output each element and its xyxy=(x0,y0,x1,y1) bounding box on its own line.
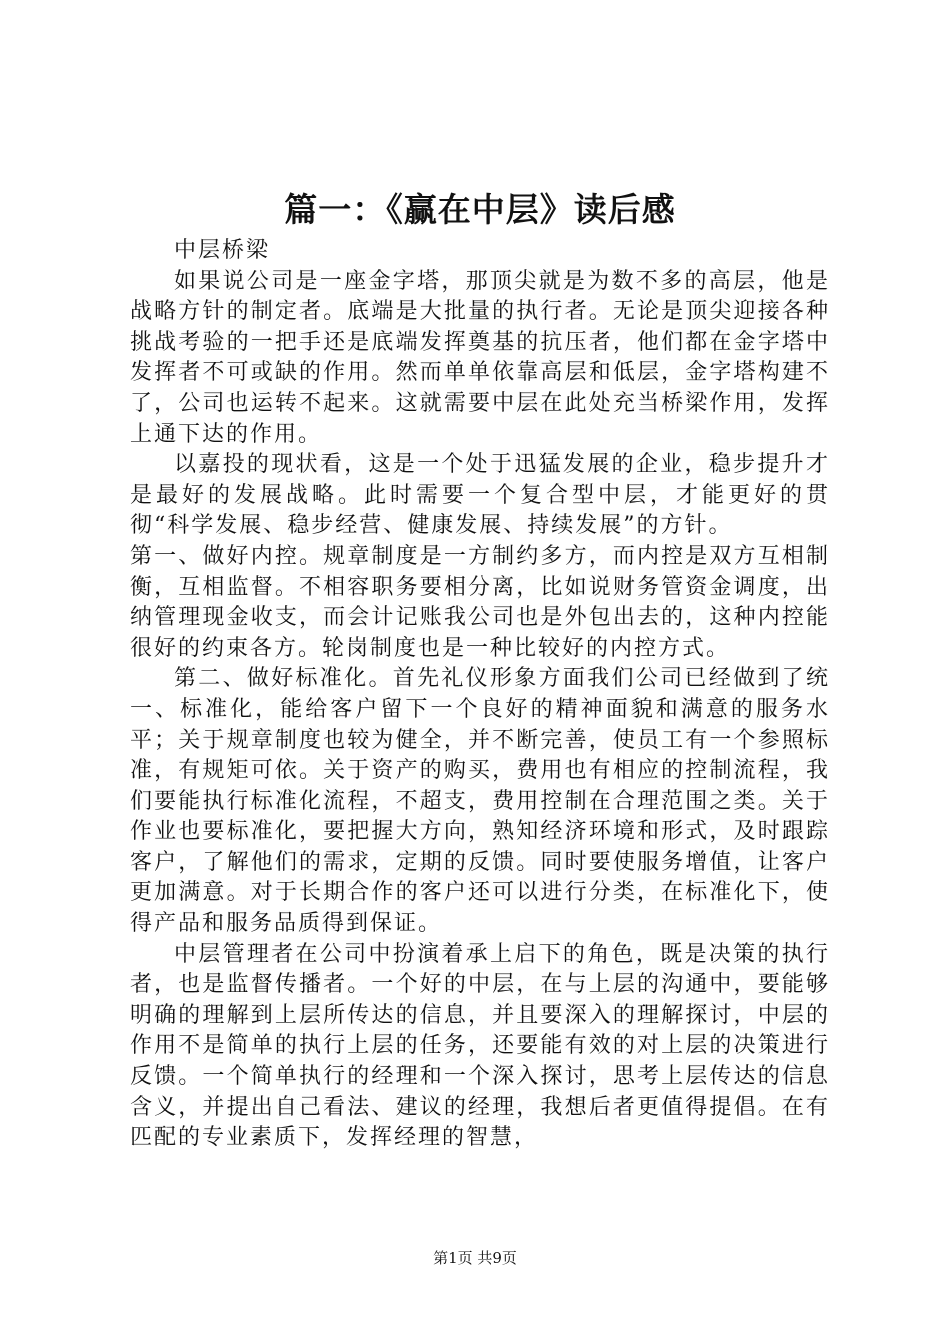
section-heading: 中层桥梁 xyxy=(174,238,271,263)
document-body xyxy=(130,236,830,1154)
paragraph: 第二、做好标准化。首先礼仪形象方面我们公司已经做到了统一、标准化，能给客户留下一个良好的精神面貌和满意的服务水平；关于规章制度也较为健全，并不断完善，使员工有一个参照标准，有规矩可依。关于资产的购买，费用也有相应的控制流程，我们要能执行标准化流程，不超支，费用控制在合理范围之类。关于作业也要标准化，要把握大方向，熟知经济环境和形式，及时跟踪客户，了解他们的需求，定期的反馈。同时要使服务增值，让客户更加满意。对于长期合作的客户还可以进行分类，在标准化下，使得产品和服务品质得到保证。 xyxy=(130,666,830,937)
paragraph: 如果说公司是一座金字塔，那顶尖就是为数不多的高层，他是战略方针的制定者。底端是大批量的执行者。无论是顶尖迎接各种挑战考验的一把手还是底端发挥奠基的抗压者，他们都在金字塔中发挥者不可或缺的作用。然而单单依靠高层和低层，金字塔构建不了，公司也运转不起来。这就需要中层在此处充当桥梁作用，发挥上通下达的作用。 xyxy=(130,268,830,447)
page-footer: 第1页 共9页 xyxy=(433,1249,517,1267)
paragraph: 中层管理者在公司中扮演着承上启下的角色，既是决策的执行者，也是监督传播者。一个好的中层，在与上层的沟通中，要能够明确的理解到上层所传达的信息，并且要深入的理解探讨，中层的作用不是简单的执行上层的任务，还要能有效的对上层的决策进行反馈。一个简单执行的经理和一个深入探讨，思考上层传达的信息含义，并提出自己看法、建议的经理，我想后者更值得提倡。在有匹配的专业素质下，发挥经理的智慧， xyxy=(130,941,830,1151)
document-title: 篇一：《赢在中层》读后感 xyxy=(284,190,676,229)
paragraph: 第一、做好内控。规章制度是一方制约多方，而内控是双方互相制衡，互相监督。不相容职务要相分离，比如说财务管资金调度，出纳管理现金收支，而会计记账我公司也是外包出去的，这种内控能很好的约束各方。轮岗制度也是一种比较好的内控方式。 xyxy=(130,543,830,661)
paragraph: 以嘉投的现状看，这是一个处于迅猛发展的企业，稳步提升才是最好的发展战略。此时需要一个复合型中层，才能更好的贯彻“科学发展、稳步经营、健康发展、持续发展”的方针。 xyxy=(130,452,830,539)
